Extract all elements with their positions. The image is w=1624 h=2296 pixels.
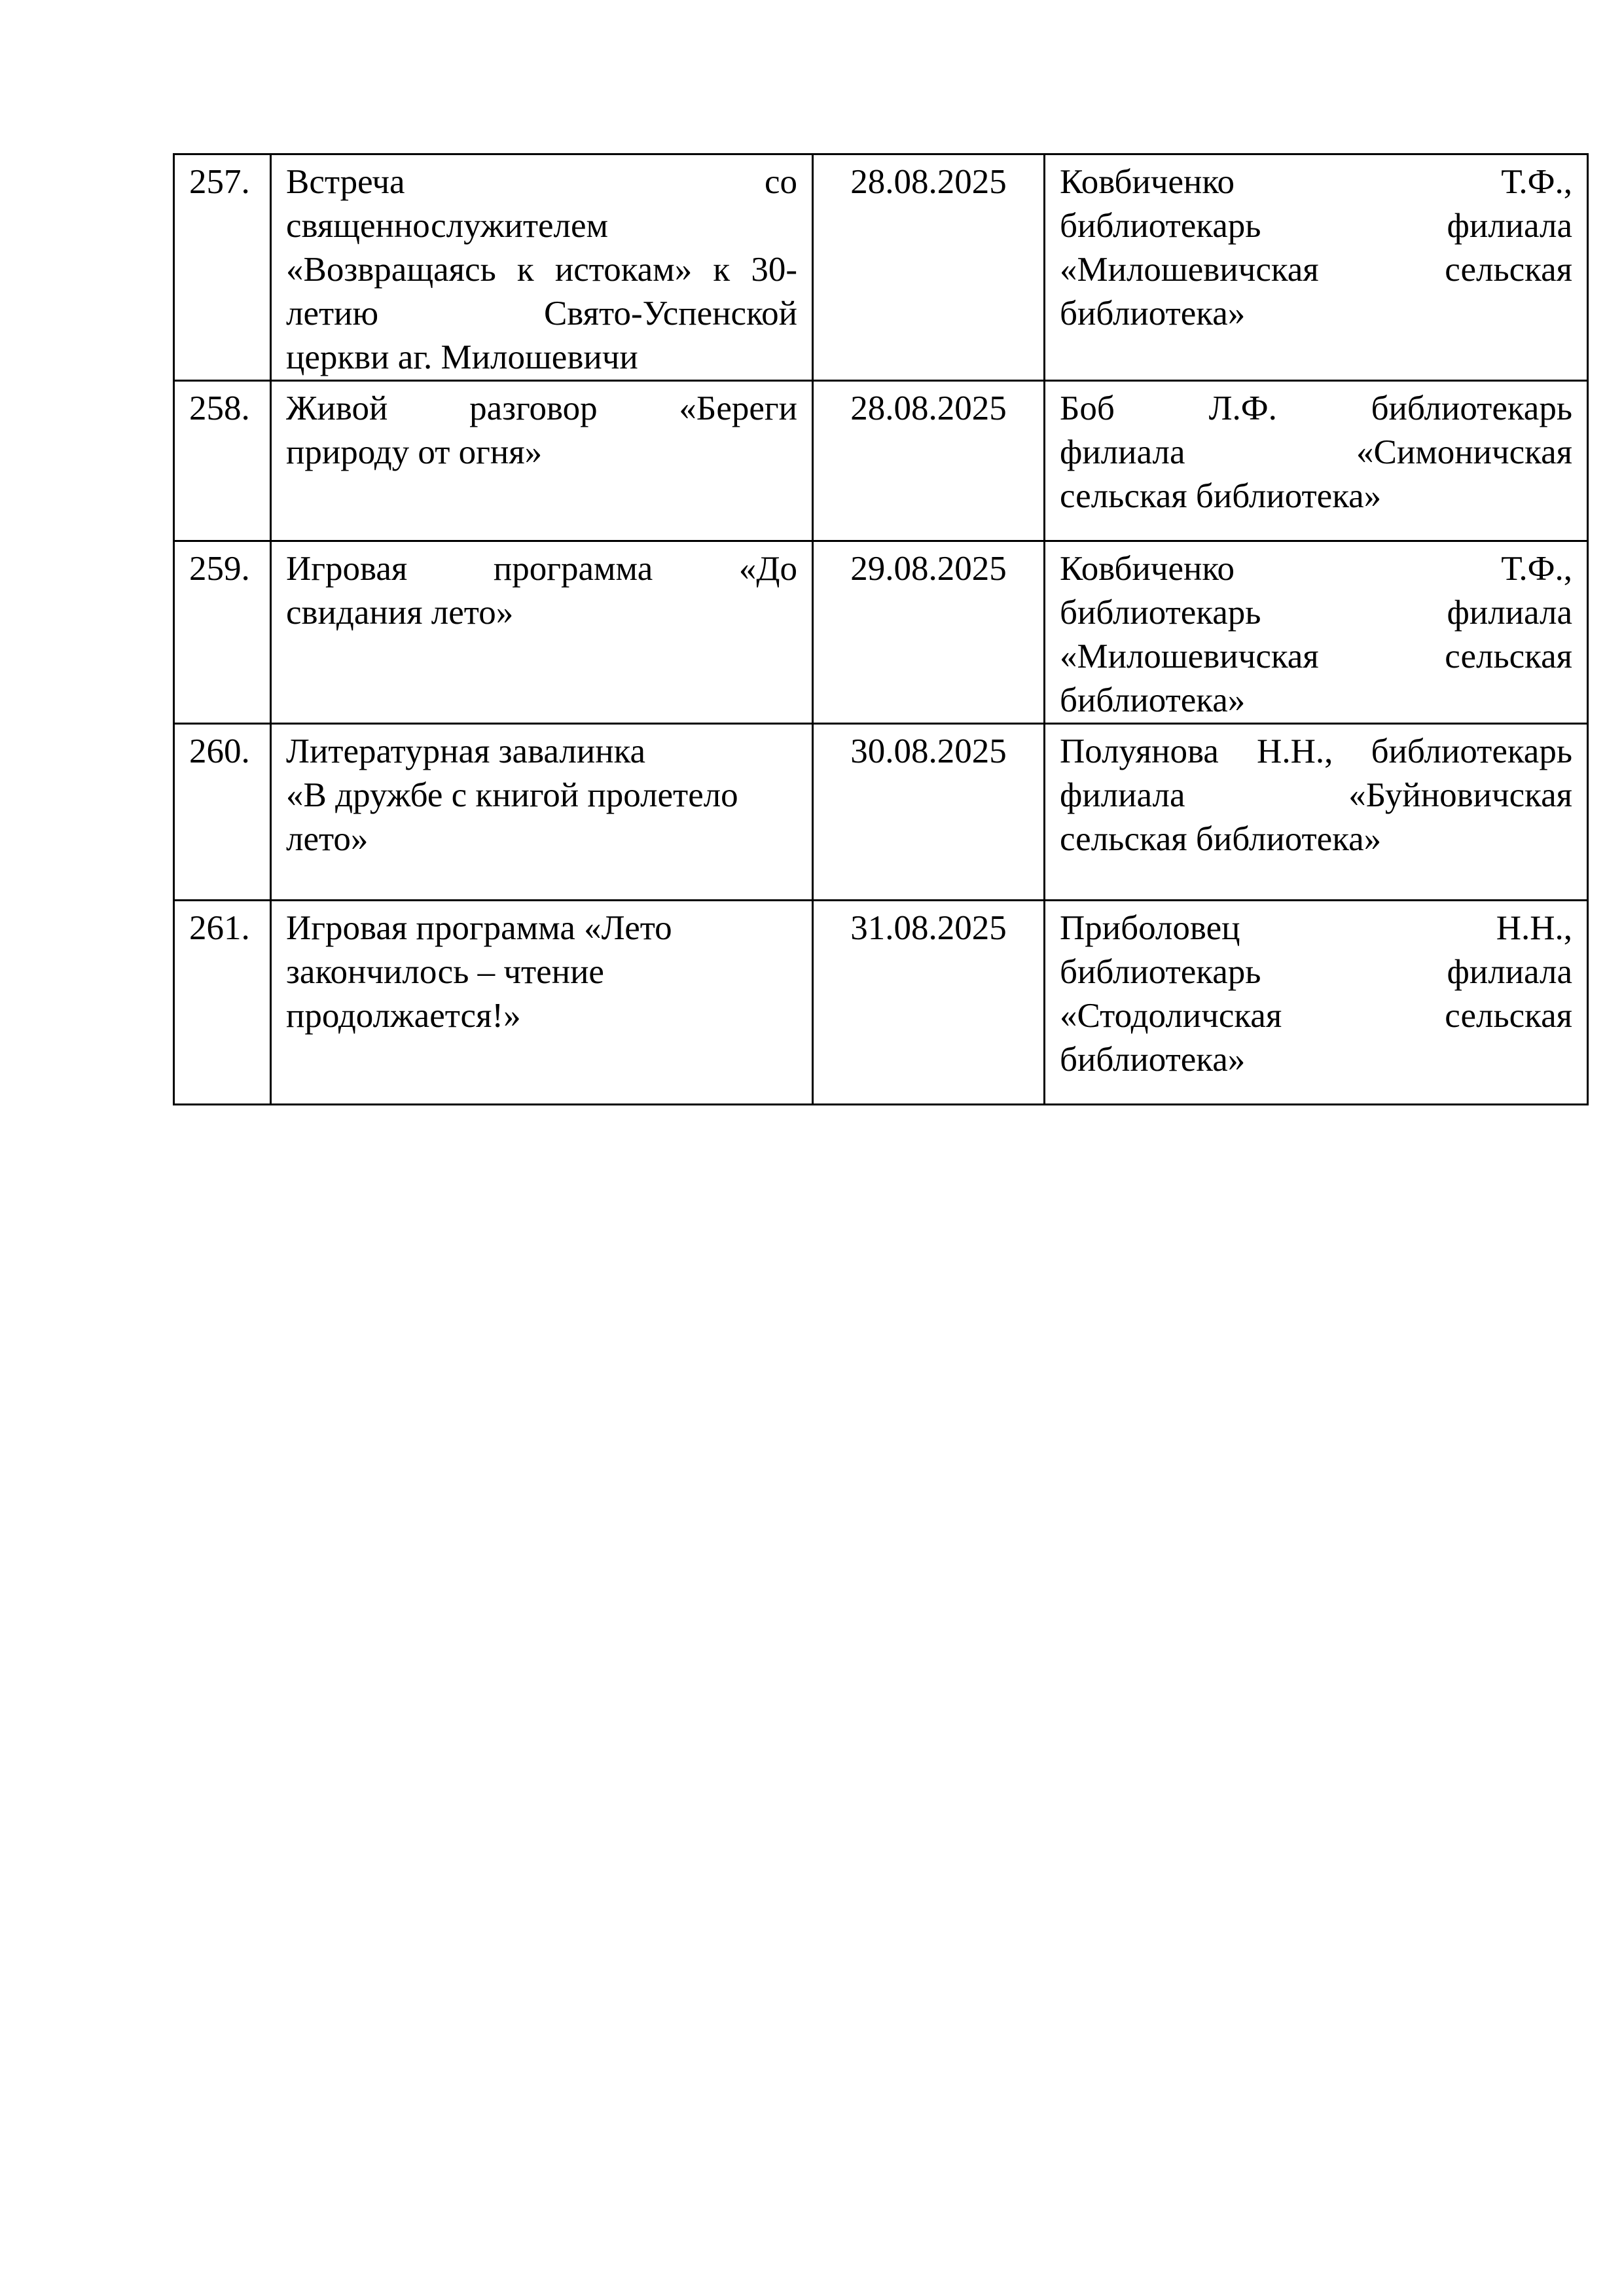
responsible-line: «Стодоличская сельская [1060,997,1572,1035]
responsible-line: библиотекарь филиала [1060,953,1572,991]
event-title-line: закончилось – чтение [286,953,604,991]
event-date: 31.08.2025 [813,901,1045,1105]
event-date: 30.08.2025 [813,724,1045,901]
responsible-line: филиала «Буйновичская [1060,776,1572,814]
responsible-line: Боб Л.Ф. библиотекарь [1060,389,1572,427]
event-title-line: Встреча со [286,163,797,201]
event-title-line: продолжается!» [286,997,521,1035]
event-title [271,901,813,1105]
event-title [271,381,813,541]
responsible-line: сельская библиотека» [1060,820,1382,858]
responsible [1045,381,1588,541]
responsible [1045,901,1588,1105]
responsible-line: филиала «Симоничская [1060,433,1572,471]
event-title-line: свидания лето» [286,594,514,632]
event-title-line: лето» [286,820,369,858]
table-row [174,901,1588,1105]
event-date: 28.08.2025 [813,381,1045,541]
row-number: 257. [174,154,271,381]
responsible-line: библиотека» [1060,1041,1246,1079]
event-title [271,541,813,724]
event-title-line: Литературная завалинка [286,732,646,770]
event-title-line: природу от огня» [286,433,543,471]
responsible [1045,541,1588,724]
event-date: 29.08.2025 [813,541,1045,724]
responsible [1045,724,1588,901]
row-number: 258. [174,381,271,541]
event-title [271,154,813,381]
responsible [1045,154,1588,381]
table-row [174,381,1588,541]
event-title-line: летию Свято-Успенской [286,295,797,332]
event-date: 28.08.2025 [813,154,1045,381]
responsible-line: библиотека» [1060,295,1246,332]
table-row [174,724,1588,901]
table-row [174,154,1588,381]
responsible-line: «Милошевичская сельская [1060,637,1572,675]
responsible-line: библиотека» [1060,681,1246,719]
event-title-line: Живой разговор «Береги [286,389,797,427]
responsible-line: Ковбиченко Т.Ф., [1060,163,1572,201]
responsible-line: библиотекарь филиала [1060,594,1572,632]
responsible-line: Полуянова Н.Н., библиотекарь [1060,732,1572,770]
event-title-line: церкви аг. Милошевичи [286,338,638,376]
responsible-line: «Милошевичская сельская [1060,251,1572,289]
events-table [173,153,1589,1105]
responsible-line: библиотекарь филиала [1060,207,1572,245]
event-title-line: Игровая программа «Лето [286,909,672,947]
event-title-line: священнослужителем [286,207,609,245]
row-number: 259. [174,541,271,724]
responsible-line: Приболовец Н.Н., [1060,909,1572,947]
event-title-line: «В дружбе с книгой пролетело [286,776,738,814]
responsible-line: сельская библиотека» [1060,477,1382,515]
responsible-line: Ковбиченко Т.Ф., [1060,550,1572,588]
event-title [271,724,813,901]
event-title-line: «Возвращаясь к истокам» к 30- [286,251,797,289]
row-number: 261. [174,901,271,1105]
event-title-line: Игровая программа «До [286,550,797,588]
row-number: 260. [174,724,271,901]
table-row [174,541,1588,724]
